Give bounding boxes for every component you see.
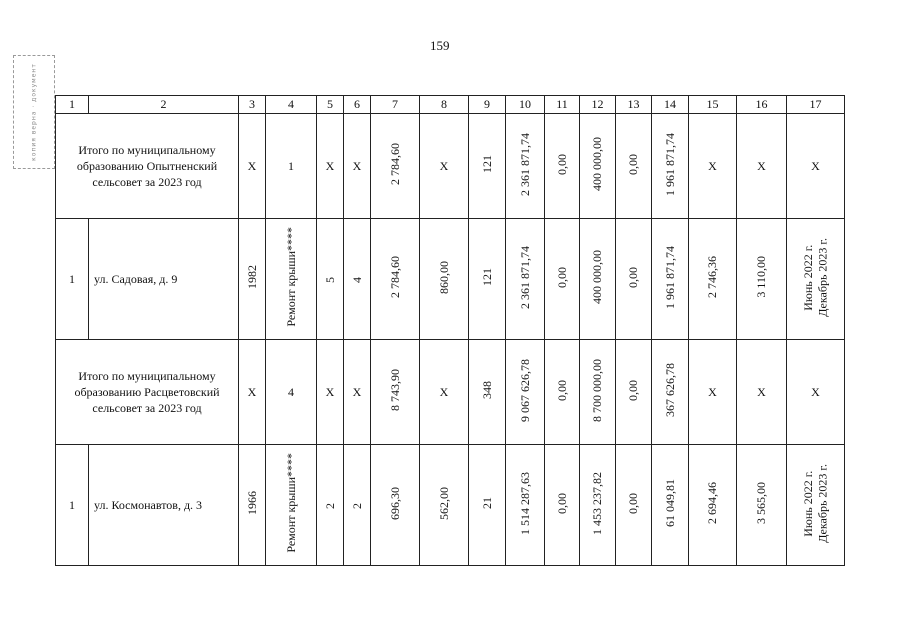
page-number: 159 bbox=[430, 38, 450, 53]
table-cell: 4 bbox=[344, 219, 371, 340]
address-cell: ул. Космонавтов, д. 3 bbox=[89, 445, 239, 566]
table-row bbox=[56, 219, 845, 340]
stamp-text: копия верна · документ bbox=[30, 63, 38, 161]
column-header: 3 bbox=[239, 96, 266, 114]
column-header: 15 bbox=[689, 96, 737, 114]
table-cell: 562,00 bbox=[420, 445, 469, 566]
table-cell: 2 bbox=[344, 445, 371, 566]
table-cell: Июнь 2022 г. Декабрь 2023 г. bbox=[787, 445, 845, 566]
table-cell: 400 000,00 bbox=[580, 114, 616, 219]
table-cell: 1 bbox=[266, 114, 317, 219]
archive-stamp bbox=[13, 55, 55, 169]
table-cell: Х bbox=[787, 340, 845, 445]
table-cell: Х bbox=[420, 114, 469, 219]
table-cell: 1 961 871,74 bbox=[652, 219, 689, 340]
table-cell: 8 743,90 bbox=[371, 340, 420, 445]
column-header: 8 bbox=[420, 96, 469, 114]
table-cell: 3 110,00 bbox=[737, 219, 787, 340]
table-cell: 2 361 871,74 bbox=[506, 219, 545, 340]
column-header: 2 bbox=[89, 96, 239, 114]
table-cell: 121 bbox=[469, 114, 506, 219]
table-row bbox=[56, 445, 845, 566]
column-header: 7 bbox=[371, 96, 420, 114]
table-cell: 0,00 bbox=[545, 445, 580, 566]
table-cell: Х bbox=[787, 114, 845, 219]
table-cell: 0,00 bbox=[616, 114, 652, 219]
table-cell: 2 746,36 bbox=[689, 219, 737, 340]
total-label: Итого по муниципальному образованию Опытненский сельсовет за 2023 год bbox=[56, 114, 239, 219]
table-cell: 2 784,60 bbox=[371, 219, 420, 340]
table-cell: 0,00 bbox=[545, 219, 580, 340]
table-cell: 3 565,00 bbox=[737, 445, 787, 566]
table-cell: 0,00 bbox=[545, 114, 580, 219]
table-cell: Июнь 2022 г. Декабрь 2023 г. bbox=[787, 219, 845, 340]
table-cell: Х bbox=[689, 340, 737, 445]
column-header: 11 bbox=[545, 96, 580, 114]
column-header: 17 bbox=[787, 96, 845, 114]
table-cell: 1 514 287,63 bbox=[506, 445, 545, 566]
table-cell: 4 bbox=[266, 340, 317, 445]
table-cell: 2 694,46 bbox=[689, 445, 737, 566]
table-cell: Х bbox=[239, 340, 266, 445]
column-header: 12 bbox=[580, 96, 616, 114]
row-number: 1 bbox=[56, 445, 89, 566]
address-cell: ул. Садовая, д. 9 bbox=[89, 219, 239, 340]
table-cell: Х bbox=[420, 340, 469, 445]
table-cell: Ремонт крыши**** bbox=[266, 219, 317, 340]
column-header: 13 bbox=[616, 96, 652, 114]
row-number: 1 bbox=[56, 219, 89, 340]
column-header: 10 bbox=[506, 96, 545, 114]
table-cell: 61 049,81 bbox=[652, 445, 689, 566]
column-header: 14 bbox=[652, 96, 689, 114]
table-cell: 1 453 237,82 bbox=[580, 445, 616, 566]
total-row bbox=[56, 340, 845, 445]
table-cell: 860,00 bbox=[420, 219, 469, 340]
table-cell: 1966 bbox=[239, 445, 266, 566]
table-cell: 1982 bbox=[239, 219, 266, 340]
total-label: Итого по муниципальному образованию Расцветовский сельсовет за 2023 год bbox=[56, 340, 239, 445]
table-cell: Х bbox=[317, 114, 344, 219]
table-cell: 121 bbox=[469, 219, 506, 340]
table-cell: 21 bbox=[469, 445, 506, 566]
column-header: 1 bbox=[56, 96, 89, 114]
table-cell: 0,00 bbox=[545, 340, 580, 445]
table-cell: 367 626,78 bbox=[652, 340, 689, 445]
table-cell: 400 000,00 bbox=[580, 219, 616, 340]
column-header: 5 bbox=[317, 96, 344, 114]
table-cell: 696,30 bbox=[371, 445, 420, 566]
table-cell: Ремонт крыши**** bbox=[266, 445, 317, 566]
table-cell: 348 bbox=[469, 340, 506, 445]
table-cell: 2 784,60 bbox=[371, 114, 420, 219]
table-cell: Х bbox=[344, 340, 371, 445]
column-header: 4 bbox=[266, 96, 317, 114]
table-cell: 1 961 871,74 bbox=[652, 114, 689, 219]
column-header: 16 bbox=[737, 96, 787, 114]
column-header: 6 bbox=[344, 96, 371, 114]
table-cell: Х bbox=[689, 114, 737, 219]
table-cell: 2 361 871,74 bbox=[506, 114, 545, 219]
table-cell: Х bbox=[317, 340, 344, 445]
table-cell: 9 067 626,78 bbox=[506, 340, 545, 445]
table-cell: 0,00 bbox=[616, 445, 652, 566]
table-cell: 8 700 000,00 bbox=[580, 340, 616, 445]
table-cell: 0,00 bbox=[616, 219, 652, 340]
total-row bbox=[56, 114, 845, 219]
table-cell: Х bbox=[737, 114, 787, 219]
table-cell: 0,00 bbox=[616, 340, 652, 445]
table-cell: 2 bbox=[317, 445, 344, 566]
table-cell: Х bbox=[344, 114, 371, 219]
table-cell: Х bbox=[737, 340, 787, 445]
table-cell: Х bbox=[239, 114, 266, 219]
data-table bbox=[55, 95, 845, 566]
column-header: 9 bbox=[469, 96, 506, 114]
table-cell: 5 bbox=[317, 219, 344, 340]
header-row bbox=[56, 96, 845, 114]
